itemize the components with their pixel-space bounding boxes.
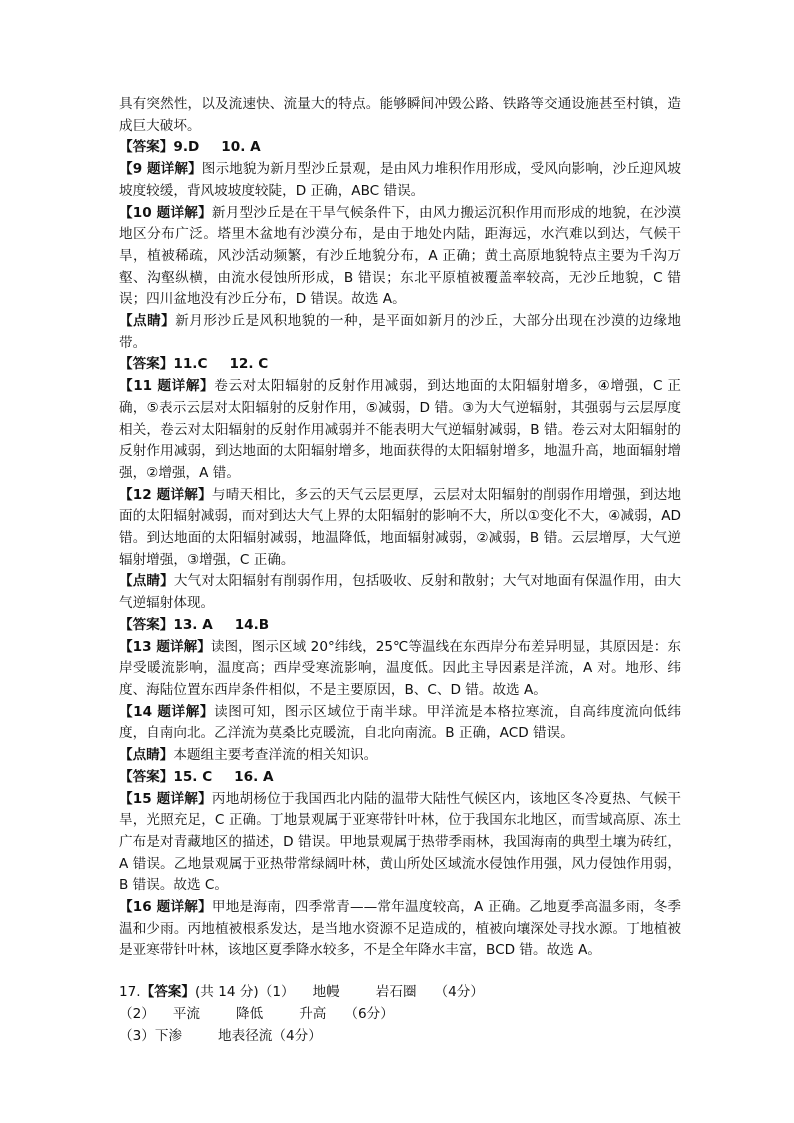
- note-13-14: [119, 745, 681, 767]
- detail-text: 卷云对太阳辐射的反射作用减弱，到达地面的太阳辐射增多，④增强，C 正确，⑤表示云层对太阳辐射的反射作用，⑤减弱，D 错。③为大气逆辐射，其强弱与云层厚度相关，卷云对太阳辐射的反射作用减弱并不能表明大气逆辐射减弱，B 错。卷云对太阳辐射的反射作用减弱，到达地面的太阳辐射增多，地面获得的太阳辐射增多，地温升高，地面辐射增强，②增强，A 错。: [119, 378, 681, 481]
- answer-value: 12. C: [229, 356, 269, 373]
- part-label: （3）下渗: [119, 1027, 183, 1044]
- detail-text: 读图，图示区域 20°纬线，25℃等温线在东西岸分布差异明显，其原因是：东岸受暖流影响，温度高；西岸受寒流影响，温度低。因此主导因素是洋流，A 对。地形、纬度、海陆位置东西岸条件相似，不是主要原因，B、C、D 错。故选 A。: [119, 638, 681, 698]
- detail-label: 【16 题详解】: [119, 899, 212, 916]
- detail-10: [119, 203, 681, 312]
- note-text: 大气对太阳辐射有削弱作用，包括吸收、反射和散射；大气对地面有保温作用，由大气逆辐射体现。: [119, 573, 682, 612]
- answer-word: 平流: [172, 1005, 201, 1022]
- spacer: [119, 962, 681, 982]
- detail-16: [119, 897, 681, 962]
- answer-value: 13. A: [173, 616, 213, 633]
- answer-17-line-2: [119, 1004, 681, 1026]
- note-text: 新月形沙丘是风积地貌的一种，是平面如新月的沙丘，大部分出现在沙漠的边缘地带。: [119, 313, 682, 351]
- detail-15: [119, 789, 681, 898]
- detail-label: 【13 题详解】: [119, 638, 211, 655]
- answer-value: 15. C: [173, 768, 213, 785]
- answer-value: 14.B: [234, 616, 270, 633]
- detail-text: 甲地是海南，四季常青——常年温度较高，A 正确。乙地夏季高温多雨，冬季温和少雨。丙地植被根系发达，是当地水资源不足造成的，植被向壤深处寻找水源。丁地植被是亚寒带针叶林，该地区夏季降水较多，不是全年降水丰富，BCD 错。故选 A。: [119, 899, 681, 959]
- answer-value: 9.D: [173, 139, 200, 156]
- answer-label: 【答案】: [140, 984, 195, 1001]
- part-label: （2）: [119, 1005, 155, 1022]
- detail-9: [119, 159, 681, 202]
- question-number: 17.: [119, 984, 141, 1001]
- detail-text: 图示地貌为新月型沙丘景观，是由风力堆积作用形成，受风向影响，沙丘迎风坡坡度较缓，背风坡坡度较陡，D 正确，ABC 错误。: [119, 161, 681, 199]
- answer-13-14: [119, 615, 681, 637]
- answer-label: 【答案】: [119, 356, 174, 373]
- answer-word: 降低: [236, 1005, 264, 1022]
- detail-14: [119, 702, 681, 745]
- answer-label: 【答案】: [119, 616, 174, 633]
- detail-text: 新月型沙丘是在干旱气候条件下，由风力搬运沉积作用而形成的地貌，在沙漠地区分布广泛。塔里木盆地有沙漠分布，是由于地处内陆，距海远，水汽难以到达，气候干旱，植被稀疏，风沙活动频繁，有沙丘地貌分布，A 正确；黄土高原地貌特点主要为千沟万壑、沟壑纵横，由流水侵蚀所形成，B 错误；东北平原植被覆盖率较高，无沙丘地貌，C 错误；四川盆地没有沙丘分布，D 错误。故选 A。: [119, 204, 682, 308]
- answer-9-10: [119, 137, 681, 159]
- detail-text: 丙地胡杨位于我国西北内陆的温带大陆性气候区内，该地区冬冷夏热、气候干旱，光照充足，C 正确。丁地景观属于亚寒带针叶林，位于我国东北地区，而雪域高原、冻土广布是对青藏地区的描述，D 错误。甲地景观属于热带季雨林，我国海南的典型土壤为砖红，A 错误。乙地景观属于亚热带常绿阔叶林，黄山所处区域流水侵蚀作用强，风力侵蚀作用弱，B 错误。故选 C。: [119, 790, 682, 894]
- answer-11-12: [119, 354, 681, 376]
- answer-word: 地表径流: [218, 1027, 273, 1044]
- answer-17-line-3: [119, 1026, 681, 1048]
- note-label: 【点睛】: [119, 313, 176, 330]
- paragraph-text: 具有突然性，以及流速快、流量大的特点。能够瞬间冲毁公路、铁路等交通设施甚至村镇，造成巨大破坏。: [119, 96, 681, 134]
- detail-11: [119, 376, 681, 485]
- note-label: 【点睛】: [119, 747, 174, 764]
- answer-value: 16. A: [234, 768, 274, 785]
- detail-13: [119, 637, 681, 702]
- points-text: （6分）: [344, 1005, 394, 1022]
- note-11-12: [119, 571, 681, 614]
- note-9-10: [119, 311, 681, 354]
- score-text: (共 14 分): [195, 984, 259, 1001]
- detail-label: 【14 题详解】: [119, 703, 215, 720]
- answer-15-16: [119, 767, 681, 789]
- answer-value: 10. A: [221, 139, 261, 156]
- answer-value: 11.C: [173, 356, 208, 373]
- answer-word: 岩石圈: [375, 984, 417, 1001]
- detail-label: 【15 题详解】: [119, 790, 212, 807]
- detail-text: 读图可知，图示区域位于南半球。甲洋流是本格拉寒流，自高纬度流向低纬度，自南向北。乙洋流为莫桑比克暖流，自北向南流。B 正确，ACD 错误。: [119, 703, 681, 742]
- points-text: （4分）: [434, 984, 484, 1001]
- note-label: 【点睛】: [119, 573, 174, 590]
- paragraph-continuation: [119, 94, 681, 137]
- answer-word: 地幔: [312, 984, 340, 1001]
- detail-12: [119, 485, 681, 572]
- points-text: （4分）: [272, 1027, 322, 1044]
- detail-text: 与晴天相比，多云的天气云层更厚，云层对太阳辐射的削弱作用增强，到达地面的太阳辐射减弱，而对到达大气上界的太阳辐射的影响不大，所以①变化不大，④减弱，AD 错。到达地面的太阳辐射减弱，地温降低，地面辐射减弱，②减弱，B 错。云层增厚，大气逆辐射增强，③增强，C 正确。: [119, 486, 682, 568]
- part-label: （1）: [258, 984, 295, 1001]
- answer-label: 【答案】: [119, 139, 174, 156]
- answer-word: 升高: [299, 1005, 327, 1022]
- answer-label: 【答案】: [119, 768, 174, 785]
- detail-label: 【12 题详解】: [119, 486, 212, 503]
- answer-17-line-1: [119, 982, 681, 1004]
- detail-label: 【9 题详解】: [119, 161, 202, 178]
- detail-label: 【10 题详解】: [119, 204, 212, 221]
- detail-label: 【11 题详解】: [119, 378, 215, 395]
- note-text: 本题组主要考查洋流的相关知识。: [173, 747, 378, 764]
- answer-document: [119, 94, 681, 1047]
